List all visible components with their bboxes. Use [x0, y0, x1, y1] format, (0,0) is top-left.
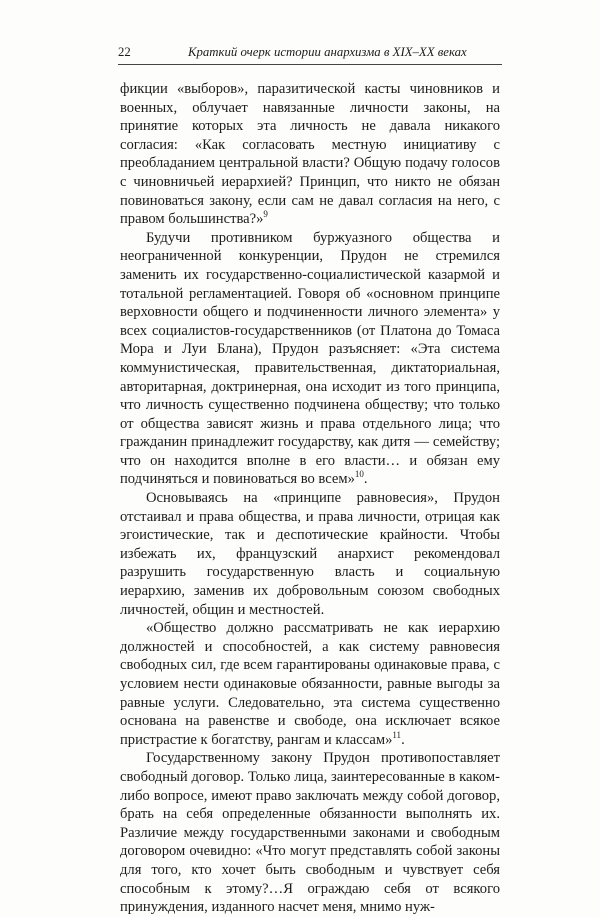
- paragraph: [120, 80, 500, 229]
- paragraph: [120, 229, 500, 489]
- paragraph-text: фикции «выборов», паразитической касты чиновников и военных, облучает навязанные личности законы, на принятие которых эта личность не давала никакого согласия: «Как согласовать местную инициативу с преобладанием центральной власти? Общую подачу голосов с чиновничьей иерархией? Принцип, что никто не обязан повиноваться закону, если сам не давал согласия на него, с правом большинства?»: [120, 81, 500, 228]
- footnote-ref[interactable]: 9: [263, 209, 268, 220]
- paragraph-trail: .: [401, 731, 405, 748]
- paragraph-text: Государственному закону Прудон противопоставляет свободный договор. Только лица, заинтересованные в каком-либо вопросе, имеют право заключать между собой договор, брать на себя определенные обязанности выполнять их. Различие между государственными законами и свободным договором очевидно: «Что могут представлять собой законы для того, кто хочет быть свободным и чувствует себя способным к этому?…Я ограждаю себя от всякого принуждения, изданного насчет меня, мнимо нуж-: [120, 750, 500, 916]
- page-body: [120, 80, 500, 917]
- paragraph: [120, 749, 500, 916]
- paragraph: [120, 619, 500, 749]
- paragraph-text: «Общество должно рассматривать не как иерархию должностей и способностей, а как систему равновесия свободных сил, где всем гарантированы одинаковые права, с условием нести одинаковые обязанности, равные выгоды за равные услуги. Следовательно, эта система существенно основана на равенстве и свободе, она исключает всякое пристрастие к богатству, рангам и классам»: [120, 620, 500, 748]
- paragraph-trail: .: [363, 471, 368, 488]
- paragraph-text: Основываясь на «принципе равновесия», Прудон отстаивал и права общества, и права личности, отрицая как эгоистические, так и деспотические крайности. Чтобы избежать их, французский анархист рекомендовал разрушить государственную власть и социальную иерархию, заменив их добровольным союзом свободных личностей, общин и местностей.: [120, 490, 500, 618]
- running-title: Краткий очерк истории анархизма в XIX–XX веках: [188, 45, 467, 59]
- running-header: [118, 44, 502, 65]
- page-number: 22: [118, 45, 131, 59]
- paragraph: [120, 489, 500, 619]
- footnote-ref[interactable]: 11: [392, 729, 402, 740]
- footnote-ref[interactable]: 10: [354, 469, 364, 480]
- paragraph-text: Будучи противником буржуазного общества и неограниченной конкуренции, Прудон не стремился заменить их государственно-социалистической казармой и тотальной регламентацией. Говоря об «основном принципе верховности общего и подчиненности личного элемента» у всех социалистов-государственников (от Платона до Томаса Мора и Луи Блана), Прудон разъясняет: «Эта система коммунистическая, правительственная, диктаториальная, авторитарная, доктринерная, она исходит из того принципа, что личность существенно подчинена обществу; что только от общества зависят жизнь и права отдельного лица; что гражданин принадлежит государству, как дитя — семейству; что он находится вполне в его власти… и обязан ему подчиняться и повиноваться во всем»: [120, 229, 500, 488]
